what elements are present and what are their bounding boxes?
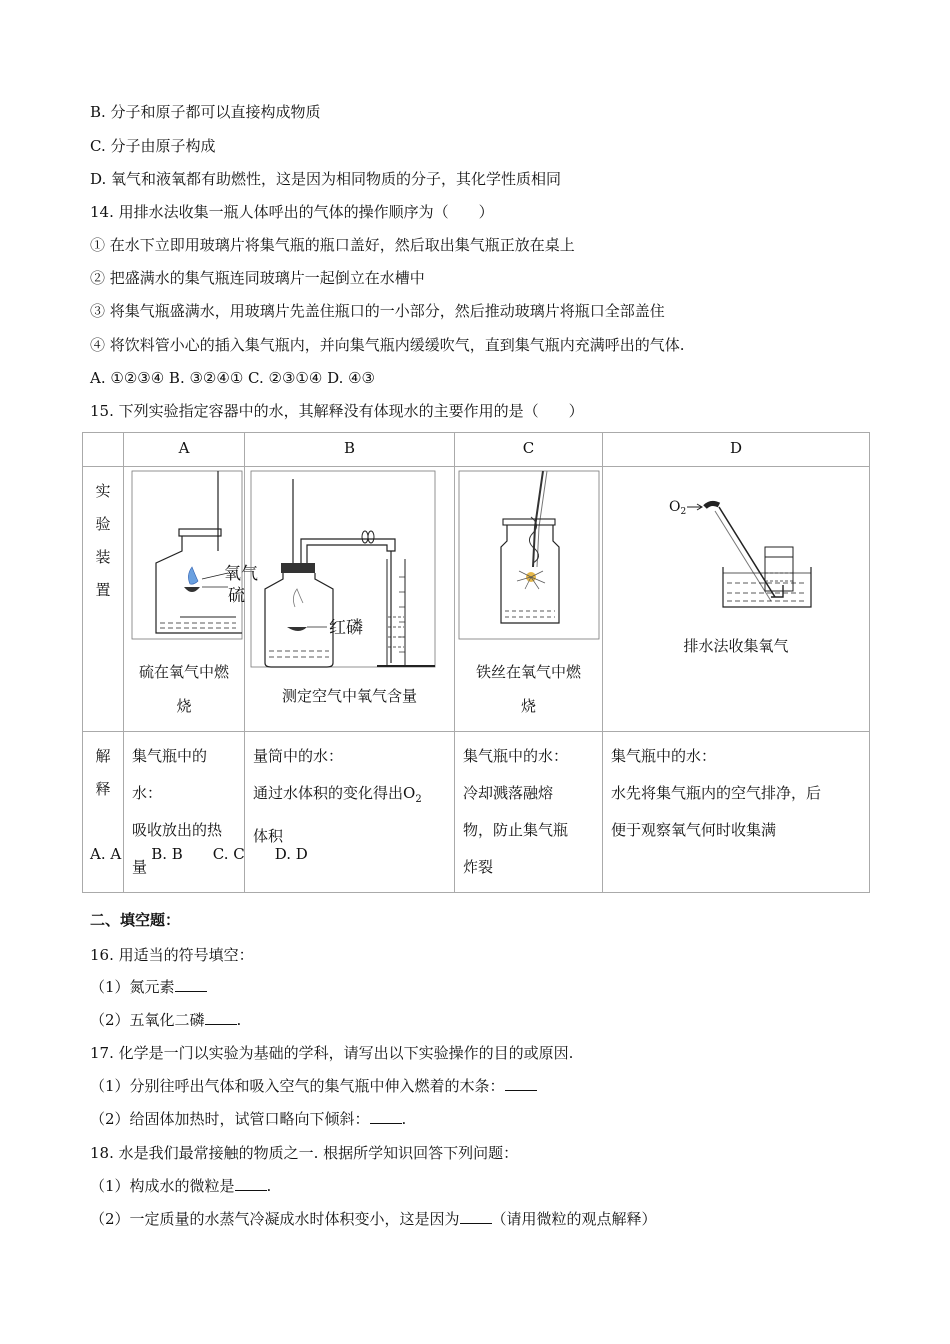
option-d: D. 氧气和液氧都有助燃性，这是因为相同物质的分子，其化学性质相同 bbox=[90, 170, 562, 188]
answer-blank[interactable] bbox=[505, 1076, 537, 1091]
question-15-stem: 15. 下列实验指定容器中的水，其解释没有体现水的主要作用的是（ ） bbox=[90, 402, 584, 420]
answer-blank[interactable] bbox=[460, 1209, 492, 1224]
caption-c-1: 铁丝在氧气中燃 bbox=[475, 663, 581, 681]
caption-a-1: 硫在氧气中燃 bbox=[138, 663, 229, 681]
q17-part-2: （2）给固体加热时，试管口略向下倾斜： . bbox=[90, 1110, 407, 1128]
oxygen-content-figure bbox=[245, 467, 455, 672]
answer-blank[interactable] bbox=[175, 977, 207, 992]
question-16-stem: 16. 用适当的符号填空： bbox=[90, 946, 254, 964]
row-label-explanation: 解 释 bbox=[83, 732, 124, 893]
q14-step-4: ④ 将饮料管小心的插入集气瓶内，并向集气瓶内缓缓吹气，直到集气瓶内充满呼出的气体. bbox=[90, 336, 685, 354]
explain-a: 集气瓶中的 水： 吸收放出的热 量 bbox=[124, 732, 245, 893]
q14-step-3: ③ 将集气瓶盛满水，用玻璃片先盖住瓶口的一小部分，然后推动玻璃片将瓶口全部盖住 bbox=[90, 302, 665, 320]
row-label-apparatus: 实 验 装 置 bbox=[83, 467, 124, 732]
q15-options: A. A B. B C. C D. D bbox=[90, 845, 308, 863]
caption-b: 测定空气中氧气含量 bbox=[281, 687, 417, 705]
label-red-phosphorus: 红磷 bbox=[329, 618, 363, 638]
cell-figure-c bbox=[455, 467, 603, 732]
q14-step-2: ② 把盛满水的集气瓶连同玻璃片一起倒立在水槽中 bbox=[90, 269, 425, 287]
q18-part-1: （1）构成水的微粒是 . bbox=[90, 1177, 272, 1195]
iron-wire-combustion-figure bbox=[455, 467, 603, 647]
q16-part-2: （2）五氧化二磷 . bbox=[90, 1011, 242, 1029]
q16-part-1: （1）氮元素 bbox=[90, 977, 207, 997]
header-b: B bbox=[245, 433, 455, 467]
water-displacement-figure bbox=[603, 467, 870, 627]
option-c: C. 分子由原子构成 bbox=[90, 137, 216, 155]
sulfur-combustion-figure bbox=[124, 467, 258, 647]
caption-d: 排水法收集氧气 bbox=[683, 637, 789, 655]
question-14-stem: 14. 用排水法收集一瓶人体呼出的气体的操作顺序为（ ） bbox=[90, 203, 494, 221]
section-2-title: 二、填空题： bbox=[90, 911, 181, 929]
label-o2: $O_2$ bbox=[669, 499, 687, 517]
q14-step-1: ① 在水下立即用玻璃片将集气瓶的瓶口盖好，然后取出集气瓶正放在桌上 bbox=[90, 236, 575, 254]
option-b: B. 分子和原子都可以直接构成物质 bbox=[90, 103, 321, 121]
label-oxygen: 氧气 bbox=[224, 564, 258, 584]
q15-table bbox=[82, 432, 870, 893]
q14-options: A. ①②③④ B. ③②④① C. ②③①④ D. ④③ bbox=[90, 369, 375, 387]
cell-figure-b bbox=[245, 467, 455, 732]
label-sulfur: 硫 bbox=[228, 586, 245, 606]
q18-part-2: （2）一定质量的水蒸气冷凝成水时体积变小，这是因为 （请用微粒的观点解释） bbox=[90, 1210, 657, 1228]
cell-figure-a bbox=[124, 467, 258, 732]
explain-d: 集气瓶中的水： 水先将集气瓶内的空气排净，后 便于观察氧气何时收集满 bbox=[603, 732, 870, 893]
corner-cell bbox=[83, 433, 124, 467]
answer-blank[interactable] bbox=[235, 1176, 267, 1191]
header-a: A bbox=[124, 433, 245, 467]
caption-c-2: 烧 bbox=[520, 697, 536, 715]
question-18-stem: 18. 水是我们最常接触的物质之一. 根据所学知识回答下列问题： bbox=[90, 1144, 519, 1162]
cell-figure-d bbox=[603, 467, 870, 732]
header-c: C bbox=[455, 433, 603, 467]
question-17-stem: 17. 化学是一门以实验为基础的学科，请写出以下实验操作的目的或原因. bbox=[90, 1044, 574, 1062]
q17-part-1: （1）分别往呼出气体和吸入空气的集气瓶中伸入燃着的木条： bbox=[90, 1076, 537, 1096]
explain-b: 量筒中的水： 通过水体积的变化得出$O_2$ 体积 bbox=[245, 732, 455, 893]
explain-c: 集气瓶中的水： 冷却溅落融熔 物，防止集气瓶 炸裂 bbox=[455, 732, 603, 893]
caption-a-2: 烧 bbox=[176, 697, 192, 715]
header-d: D bbox=[603, 433, 870, 467]
answer-blank[interactable] bbox=[205, 1010, 237, 1025]
answer-blank[interactable] bbox=[370, 1109, 402, 1124]
